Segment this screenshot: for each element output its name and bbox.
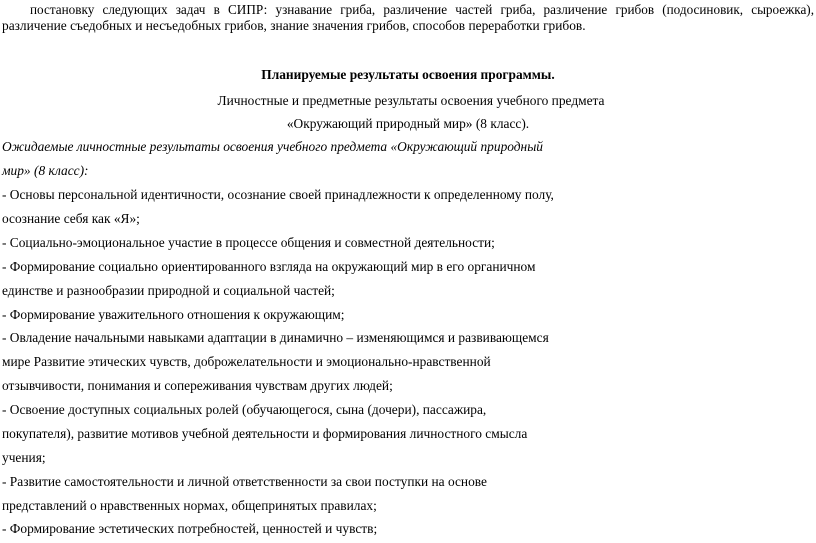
list-item: осознание себя как «Я»; (2, 211, 140, 226)
list-item: - Формирование уважительного отношения к окружающим; (2, 307, 345, 322)
list-item: представлений о нравственных нормах, общепринятых правилах; (2, 498, 377, 513)
list-item: - Основы персональной идентичности, осознание своей принадлежности к определенному полу, (2, 187, 554, 202)
intro-line-1: постановку следующих задач в СИПР: узнавание гриба, различение частей гриба, различение грибов (подосиновик, сыроежка), (30, 2, 814, 17)
expected-results-line-2: мир» (8 класс): (2, 163, 89, 178)
section-heading: Планируемые результаты освоения программы. (261, 67, 555, 82)
list-item: - Социально-эмоциональное участие в процессе общения и совместной деятельности; (2, 235, 495, 250)
list-item: - Освоение доступных социальных ролей (обучающегося, сына (дочери), пассажира, (2, 402, 487, 417)
list-item: покупателя), развитие мотивов учебной деятельности и формирования личностного смысла (2, 426, 528, 441)
list-item: - Формирование социально ориентированного взгляда на окружающий мир в его органичном (2, 259, 536, 274)
expected-results-line-1: Ожидаемые личностные результаты освоения учебного предмета «Окружающий природный (2, 139, 543, 154)
subheading-line-1: Личностные и предметные результаты освоения учебного предмета (217, 93, 605, 108)
intro-line-2: различение съедобных и несъедобных грибов, знание значения грибов, способов переработки грибов. (2, 18, 586, 33)
list-item: - Развитие самостоятельности и личной ответственности за свои поступки на основе (2, 474, 487, 489)
list-item: мире Развитие этических чувств, доброжелательности и эмоционально-нравственной (2, 354, 491, 369)
list-item: - Формирование эстетических потребностей, ценностей и чувств; (2, 521, 378, 536)
list-item: единстве и разнообразии природной и социальной частей; (2, 283, 335, 298)
subheading-line-2: «Окружающий природный мир» (8 класс). (286, 116, 530, 131)
list-item: отзывчивости, понимания и сопереживания чувствам других людей; (2, 378, 393, 393)
list-item: - Овладение начальными навыками адаптации в динамично – изменяющимся и развивающемся (2, 330, 549, 345)
list-item: учения; (2, 450, 46, 465)
